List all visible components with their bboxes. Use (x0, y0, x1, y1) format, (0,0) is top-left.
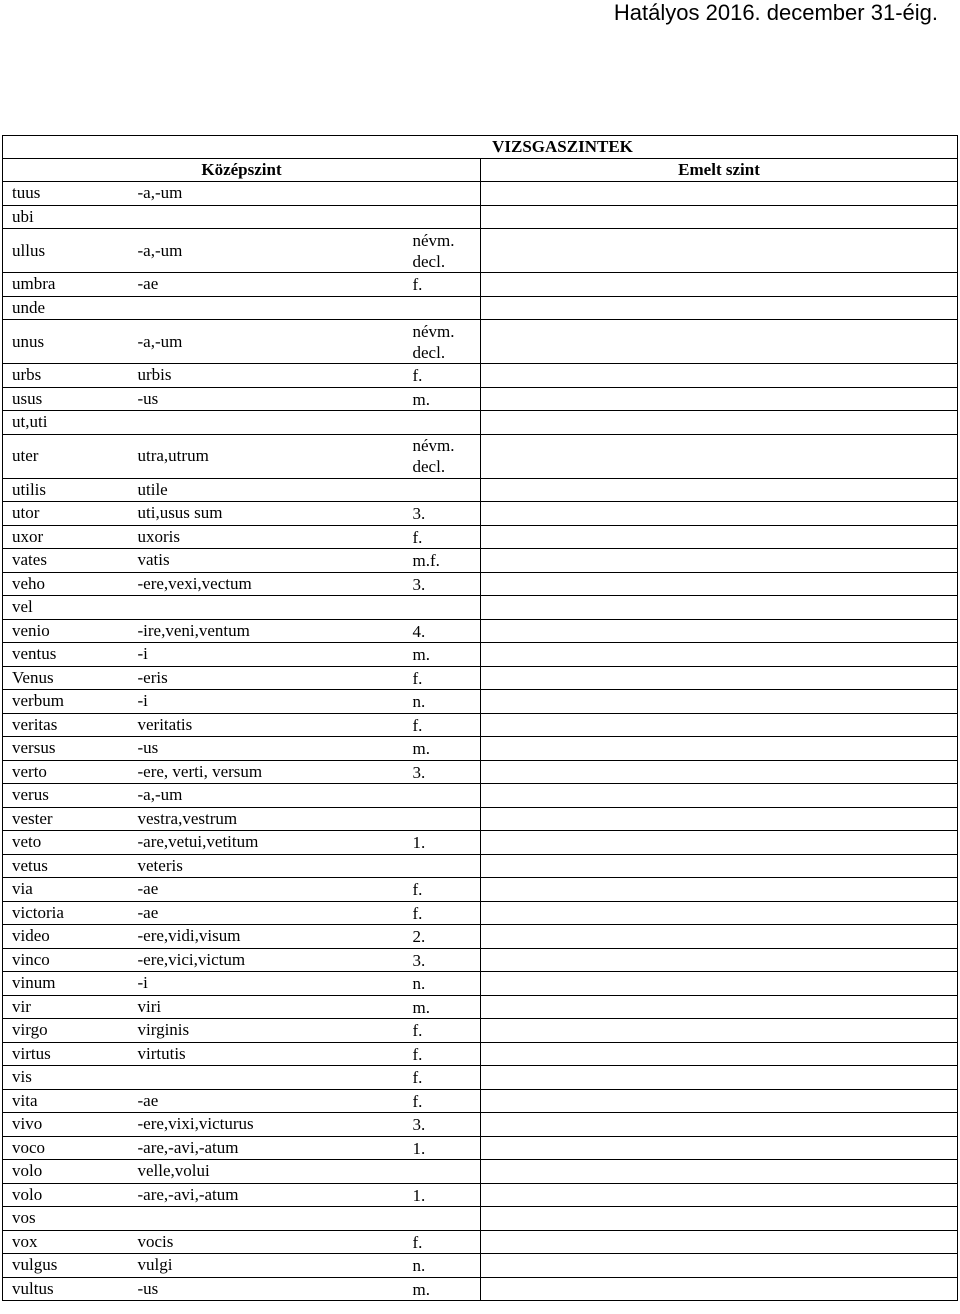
latin-word: vel (3, 596, 129, 620)
grammar-info: f. (412, 668, 423, 688)
table-row (3, 502, 958, 526)
latin-word: volo (3, 1160, 129, 1184)
table-row (3, 619, 958, 643)
grammar-info-cell (401, 901, 481, 925)
grammar-info-cell (401, 1019, 481, 1043)
emelt-szint-cell (481, 925, 958, 949)
word-forms: virginis (129, 1019, 401, 1043)
table-row (3, 182, 958, 206)
emelt-szint-cell (481, 1066, 958, 1090)
latin-word: veritas (3, 713, 129, 737)
grammar-info-cell (401, 478, 481, 502)
grammar-info: 4. (412, 621, 426, 641)
grammar-info: n. (412, 1256, 426, 1276)
grammar-info-cell (401, 1136, 481, 1160)
emelt-szint-cell (481, 854, 958, 878)
emelt-szint-cell (481, 502, 958, 526)
grammar-info-cell (401, 854, 481, 878)
table-row (3, 296, 958, 320)
latin-word: victoria (3, 901, 129, 925)
table-row (3, 948, 958, 972)
grammar-info: m. (412, 997, 430, 1017)
grammar-info-cell (401, 760, 481, 784)
emelt-szint-cell (481, 205, 958, 229)
word-forms: vocis (129, 1230, 401, 1254)
emelt-szint-cell (481, 831, 958, 855)
latin-word: Venus (3, 666, 129, 690)
latin-word: via (3, 878, 129, 902)
grammar-info-cell (401, 1160, 481, 1184)
table-row (3, 807, 958, 831)
word-forms (129, 411, 401, 435)
latin-word: virgo (3, 1019, 129, 1043)
grammar-info: 1. (412, 833, 426, 853)
grammar-info-cell (401, 296, 481, 320)
latin-word: utilis (3, 478, 129, 502)
grammar-info: f. (412, 903, 423, 923)
word-forms: uti,usus sum (129, 502, 401, 526)
emelt-szint-cell (481, 1136, 958, 1160)
word-forms: viri (129, 995, 401, 1019)
grammar-info-cell (401, 713, 481, 737)
table-row (3, 1136, 958, 1160)
word-forms: -ae (129, 1089, 401, 1113)
grammar-info: f. (412, 880, 423, 900)
latin-word: ullus (3, 229, 129, 273)
latin-word: veho (3, 572, 129, 596)
latin-word: verto (3, 760, 129, 784)
level-high-header: Emelt szint (481, 159, 958, 182)
grammar-info: 1. (412, 1138, 426, 1158)
latin-word: vinum (3, 972, 129, 996)
emelt-szint-cell (481, 320, 958, 364)
emelt-szint-cell (481, 273, 958, 297)
table-row (3, 1230, 958, 1254)
table-row (3, 1207, 958, 1231)
table-row (3, 643, 958, 667)
grammar-info-cell (401, 549, 481, 573)
word-forms: -a,-um (129, 229, 401, 273)
table-row (3, 854, 958, 878)
emelt-szint-cell (481, 434, 958, 478)
grammar-info-cell (401, 229, 481, 273)
grammar-info-cell (401, 182, 481, 206)
level-mid-header: Középszint (3, 159, 481, 182)
table-row (3, 320, 958, 364)
emelt-szint-cell (481, 1230, 958, 1254)
emelt-szint-cell (481, 643, 958, 667)
word-forms: -ere,vexi,vectum (129, 572, 401, 596)
emelt-szint-cell (481, 1183, 958, 1207)
table-row (3, 784, 958, 808)
table-title: VIZSGASZINTEK (3, 136, 958, 159)
grammar-info-cell (401, 1113, 481, 1137)
grammar-info: 1. (412, 1185, 426, 1205)
table-row (3, 1019, 958, 1043)
word-forms: veteris (129, 854, 401, 878)
table-row (3, 434, 958, 478)
grammar-info: m.f. (412, 551, 440, 571)
emelt-szint-cell (481, 596, 958, 620)
grammar-info-cell (401, 1230, 481, 1254)
word-forms: -a,-um (129, 182, 401, 206)
word-forms: vulgi (129, 1254, 401, 1278)
grammar-info: f. (412, 1232, 423, 1252)
latin-word: vivo (3, 1113, 129, 1137)
grammar-info: m. (412, 645, 430, 665)
table-row (3, 525, 958, 549)
grammar-info: n. (412, 692, 426, 712)
latin-word: vates (3, 549, 129, 573)
grammar-info-cell (401, 525, 481, 549)
grammar-info-cell (401, 619, 481, 643)
table-row (3, 1277, 958, 1301)
emelt-szint-cell (481, 364, 958, 388)
latin-word: ventus (3, 643, 129, 667)
grammar-info-cell (401, 737, 481, 761)
emelt-szint-cell (481, 666, 958, 690)
word-forms: -are,-avi,-atum (129, 1183, 401, 1207)
word-forms: -ae (129, 878, 401, 902)
emelt-szint-cell (481, 182, 958, 206)
grammar-info-cell (401, 273, 481, 297)
word-forms: -us (129, 387, 401, 411)
table-row (3, 713, 958, 737)
grammar-info-cell (401, 502, 481, 526)
emelt-szint-cell (481, 784, 958, 808)
grammar-info-cell (401, 1277, 481, 1301)
grammar-info-cell (401, 784, 481, 808)
table-row (3, 1254, 958, 1278)
emelt-szint-cell (481, 1089, 958, 1113)
grammar-info-cell (401, 387, 481, 411)
grammar-info-cell (401, 925, 481, 949)
table-row (3, 1089, 958, 1113)
word-forms: -ere,vici,victum (129, 948, 401, 972)
table-row (3, 666, 958, 690)
grammar-info: f. (412, 366, 423, 386)
latin-word: ubi (3, 205, 129, 229)
word-forms: urbis (129, 364, 401, 388)
emelt-szint-cell (481, 737, 958, 761)
grammar-info: 2. (412, 927, 426, 947)
latin-word: uter (3, 434, 129, 478)
grammar-info: m. (412, 739, 430, 759)
latin-word: vulgus (3, 1254, 129, 1278)
word-forms: -ae (129, 901, 401, 925)
emelt-szint-cell (481, 690, 958, 714)
emelt-szint-cell (481, 1160, 958, 1184)
table-row (3, 1042, 958, 1066)
grammar-info-cell (401, 1207, 481, 1231)
emelt-szint-cell (481, 296, 958, 320)
grammar-info-cell (401, 666, 481, 690)
grammar-info: 3. (412, 1115, 426, 1135)
grammar-info: f. (412, 1068, 423, 1088)
grammar-info: m. (412, 389, 430, 409)
grammar-info-cell (401, 690, 481, 714)
grammar-info-cell (401, 1042, 481, 1066)
vocabulary-table (2, 135, 958, 1301)
latin-word: verbum (3, 690, 129, 714)
table-row (3, 995, 958, 1019)
emelt-szint-cell (481, 1113, 958, 1137)
latin-word: veto (3, 831, 129, 855)
table-row (3, 478, 958, 502)
table-row (3, 229, 958, 273)
word-forms: utra,utrum (129, 434, 401, 478)
latin-word: usus (3, 387, 129, 411)
word-forms (129, 296, 401, 320)
word-forms (129, 205, 401, 229)
latin-word: voco (3, 1136, 129, 1160)
latin-word: uxor (3, 525, 129, 549)
grammar-info-cell (401, 364, 481, 388)
grammar-info: 3. (412, 504, 426, 524)
word-forms: -ere,vixi,victurus (129, 1113, 401, 1137)
word-forms (129, 596, 401, 620)
latin-word: vita (3, 1089, 129, 1113)
table-row (3, 364, 958, 388)
word-forms: vatis (129, 549, 401, 573)
emelt-szint-cell (481, 1254, 958, 1278)
word-forms: uxoris (129, 525, 401, 549)
table-row (3, 572, 958, 596)
word-forms: -i (129, 972, 401, 996)
emelt-szint-cell (481, 478, 958, 502)
latin-word: tuus (3, 182, 129, 206)
level-header-row (3, 159, 958, 182)
grammar-info-cell (401, 643, 481, 667)
grammar-info-cell (401, 572, 481, 596)
emelt-szint-cell (481, 1207, 958, 1231)
latin-word: vis (3, 1066, 129, 1090)
word-forms: veritatis (129, 713, 401, 737)
word-forms: -eris (129, 666, 401, 690)
latin-word: volo (3, 1183, 129, 1207)
table-row (3, 1113, 958, 1137)
word-forms: -ere,vidi,visum (129, 925, 401, 949)
latin-word: vultus (3, 1277, 129, 1301)
latin-word: unde (3, 296, 129, 320)
latin-word: ut,uti (3, 411, 129, 435)
grammar-info: f. (412, 275, 423, 295)
latin-word: vir (3, 995, 129, 1019)
word-forms: -i (129, 690, 401, 714)
word-forms: -are,-avi,-atum (129, 1136, 401, 1160)
grammar-info-cell (401, 1183, 481, 1207)
latin-word: vester (3, 807, 129, 831)
grammar-info: 3. (412, 950, 426, 970)
grammar-info: 3. (412, 762, 426, 782)
emelt-szint-cell (481, 760, 958, 784)
latin-word: unus (3, 320, 129, 364)
latin-word: video (3, 925, 129, 949)
emelt-szint-cell (481, 1277, 958, 1301)
grammar-info: névm. decl. (412, 230, 455, 271)
word-forms: -ere, verti, versum (129, 760, 401, 784)
emelt-szint-cell (481, 995, 958, 1019)
grammar-info: f. (412, 715, 423, 735)
grammar-info-cell (401, 411, 481, 435)
grammar-info: n. (412, 974, 426, 994)
emelt-szint-cell (481, 549, 958, 573)
grammar-info-cell (401, 434, 481, 478)
emelt-szint-cell (481, 1042, 958, 1066)
latin-word: versus (3, 737, 129, 761)
table-row (3, 549, 958, 573)
latin-word: venio (3, 619, 129, 643)
validity-note: Hatályos 2016. december 31-éig. (613, 0, 938, 25)
emelt-szint-cell (481, 972, 958, 996)
emelt-szint-cell (481, 901, 958, 925)
table-row (3, 1183, 958, 1207)
latin-word: urbs (3, 364, 129, 388)
table-row (3, 1160, 958, 1184)
latin-word: vos (3, 1207, 129, 1231)
grammar-info: névm. decl. (412, 321, 455, 362)
word-forms: -a,-um (129, 784, 401, 808)
grammar-info: f. (412, 1044, 423, 1064)
latin-word: vox (3, 1230, 129, 1254)
grammar-info-cell (401, 320, 481, 364)
table-row (3, 901, 958, 925)
grammar-info: névm. decl. (412, 436, 455, 476)
table-row (3, 273, 958, 297)
word-forms: virtutis (129, 1042, 401, 1066)
word-forms: -a,-um (129, 320, 401, 364)
grammar-info-cell (401, 878, 481, 902)
word-forms: -are,vetui,vetitum (129, 831, 401, 855)
latin-word: umbra (3, 273, 129, 297)
word-forms (129, 1207, 401, 1231)
grammar-info: m. (412, 1279, 430, 1299)
latin-word: vetus (3, 854, 129, 878)
word-forms: -i (129, 643, 401, 667)
emelt-szint-cell (481, 387, 958, 411)
grammar-info: f. (412, 527, 423, 547)
word-forms: -ire,veni,ventum (129, 619, 401, 643)
word-forms: -ae (129, 273, 401, 297)
table-row (3, 925, 958, 949)
grammar-info-cell (401, 205, 481, 229)
emelt-szint-cell (481, 713, 958, 737)
emelt-szint-cell (481, 572, 958, 596)
emelt-szint-cell (481, 948, 958, 972)
grammar-info: f. (412, 1091, 423, 1111)
grammar-info-cell (401, 807, 481, 831)
emelt-szint-cell (481, 1019, 958, 1043)
grammar-info-cell (401, 831, 481, 855)
grammar-info: f. (412, 1021, 423, 1041)
emelt-szint-cell (481, 229, 958, 273)
table-row (3, 205, 958, 229)
latin-word: virtus (3, 1042, 129, 1066)
table-row (3, 411, 958, 435)
table-row (3, 760, 958, 784)
grammar-info-cell (401, 1254, 481, 1278)
table-row (3, 596, 958, 620)
word-forms: velle,volui (129, 1160, 401, 1184)
table-row (3, 831, 958, 855)
grammar-info-cell (401, 995, 481, 1019)
word-forms: -us (129, 737, 401, 761)
table-row (3, 387, 958, 411)
table-row (3, 972, 958, 996)
table-row (3, 878, 958, 902)
word-forms: utile (129, 478, 401, 502)
word-forms: -us (129, 1277, 401, 1301)
word-forms (129, 1066, 401, 1090)
emelt-szint-cell (481, 807, 958, 831)
grammar-info-cell (401, 1066, 481, 1090)
table-title-row (3, 136, 958, 159)
table-row (3, 737, 958, 761)
grammar-info-cell (401, 596, 481, 620)
table-row (3, 1066, 958, 1090)
grammar-info-cell (401, 972, 481, 996)
grammar-info-cell (401, 948, 481, 972)
emelt-szint-cell (481, 411, 958, 435)
emelt-szint-cell (481, 525, 958, 549)
latin-word: utor (3, 502, 129, 526)
emelt-szint-cell (481, 878, 958, 902)
grammar-info: 3. (412, 574, 426, 594)
grammar-info-cell (401, 1089, 481, 1113)
latin-word: verus (3, 784, 129, 808)
emelt-szint-cell (481, 619, 958, 643)
latin-word: vinco (3, 948, 129, 972)
word-forms: vestra,vestrum (129, 807, 401, 831)
table-row (3, 690, 958, 714)
